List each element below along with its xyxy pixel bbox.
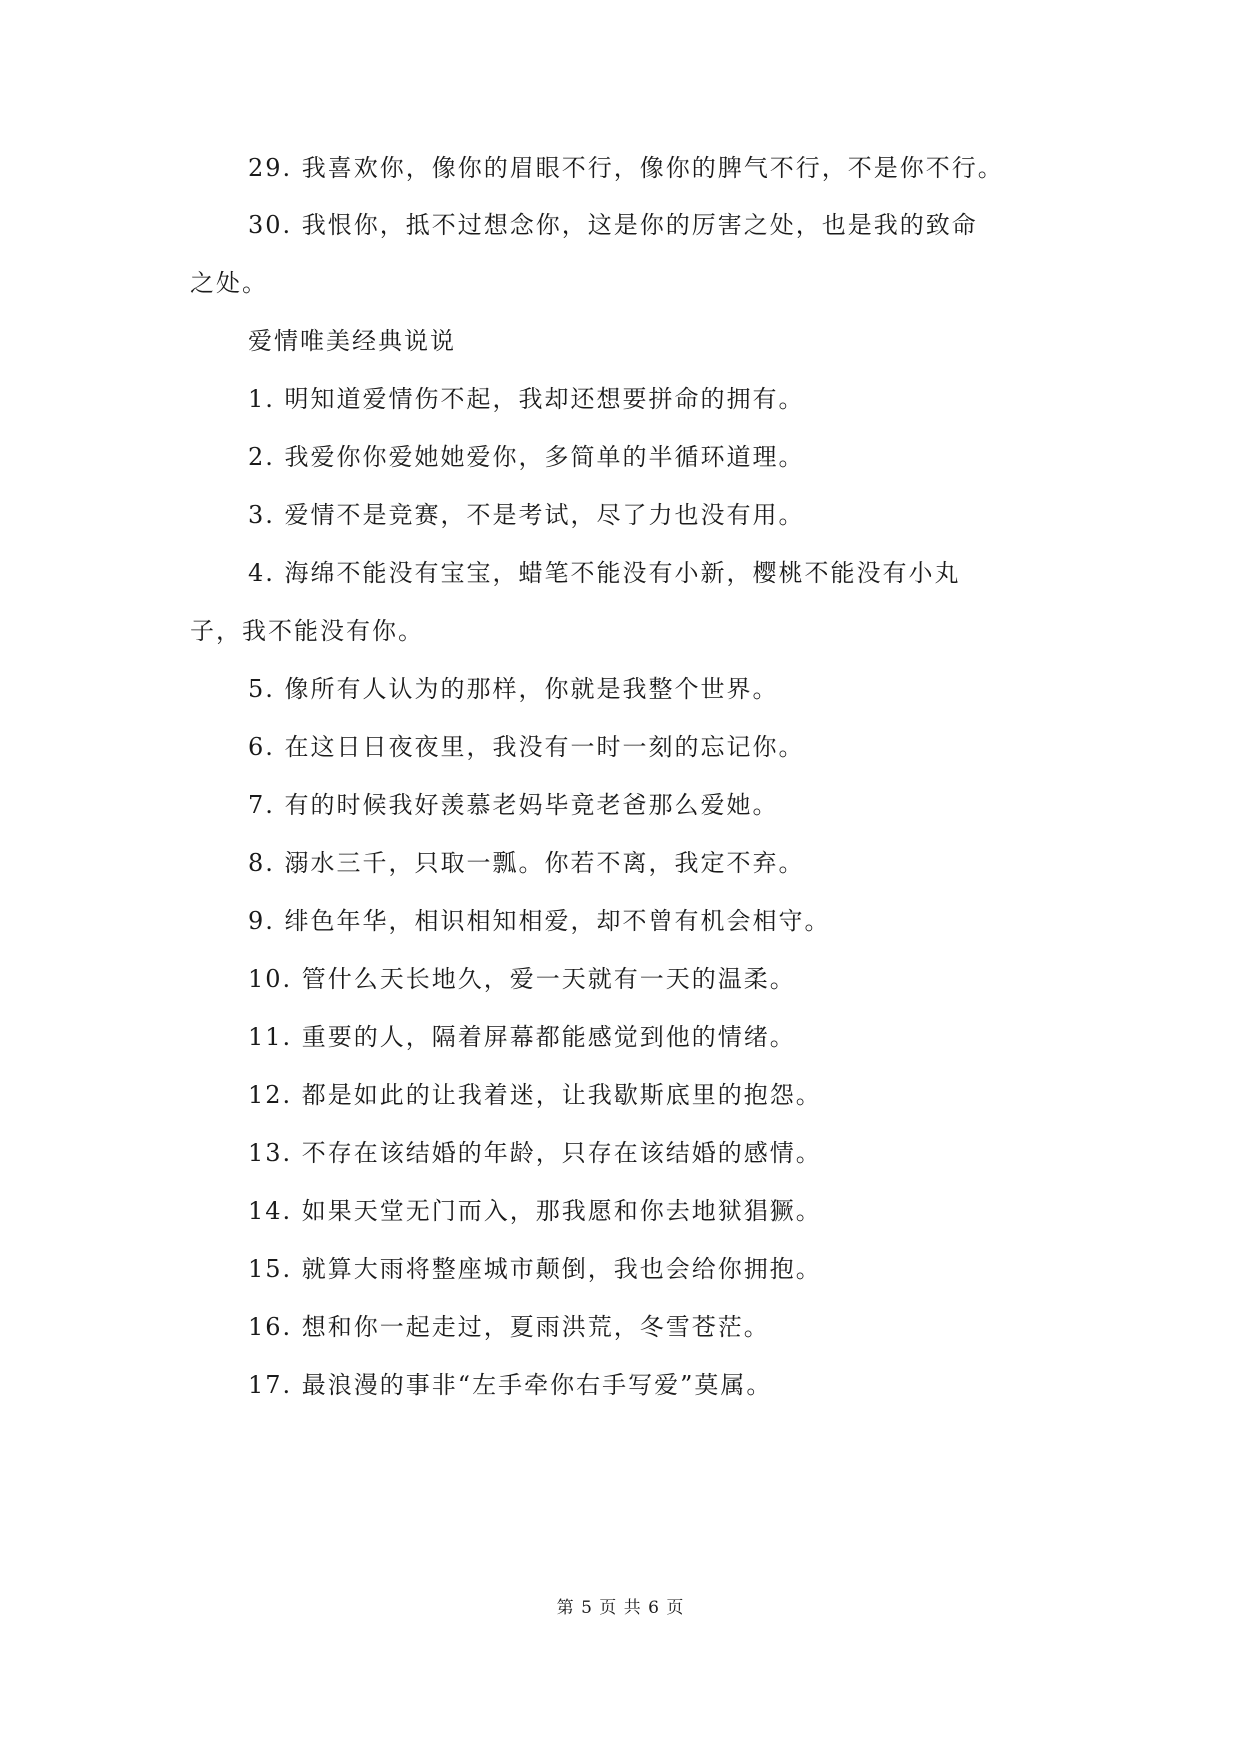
paragraph-line: 9. 绯色年华，相识相知相爱，却不曾有机会相守。 bbox=[248, 907, 831, 935]
paragraph-line: 14. 如果天堂无门而入，那我愿和你去地狱猖獗。 bbox=[248, 1197, 822, 1225]
paragraph-line: 子，我不能没有你。 bbox=[190, 617, 424, 645]
paragraph-line: 13. 不存在该结婚的年龄，只存在该结婚的感情。 bbox=[248, 1139, 822, 1167]
paragraph-line: 8. 溺水三千，只取一瓢。你若不离，我定不弃。 bbox=[248, 849, 805, 877]
paragraph-line: 11. 重要的人，隔着屏幕都能感觉到他的情绪。 bbox=[248, 1023, 796, 1051]
paragraph-line: 10. 管什么天长地久，爱一天就有一天的温柔。 bbox=[248, 965, 796, 993]
paragraph-line: 1. 明知道爱情伤不起，我却还想要拼命的拥有。 bbox=[248, 385, 805, 413]
paragraph-line: 30. 我恨你，抵不过想念你，这是你的厉害之处，也是我的致命 bbox=[248, 211, 978, 239]
paragraph-line: 之处。 bbox=[190, 269, 268, 297]
paragraph-line: 4. 海绵不能没有宝宝，蜡笔不能没有小新，樱桃不能没有小丸 bbox=[248, 559, 961, 587]
paragraph-line: 5. 像所有人认为的那样，你就是我整个世界。 bbox=[248, 675, 779, 703]
paragraph-line: 6. 在这日日夜夜里，我没有一时一刻的忘记你。 bbox=[248, 733, 805, 761]
paragraph-line: 29. 我喜欢你，像你的眉眼不行，像你的脾气不行，不是你不行。 bbox=[248, 154, 1004, 182]
section-heading: 爱情唯美经典说说 bbox=[248, 327, 456, 355]
paragraph-line: 12. 都是如此的让我着迷，让我歇斯底里的抱怨。 bbox=[248, 1081, 822, 1109]
paragraph-line: 7. 有的时候我好羡慕老妈毕竟老爸那么爱她。 bbox=[248, 791, 779, 819]
paragraph-line: 3. 爱情不是竞赛，不是考试，尽了力也没有用。 bbox=[248, 501, 805, 529]
paragraph-line: 15. 就算大雨将整座城市颠倒，我也会给你拥抱。 bbox=[248, 1255, 822, 1283]
paragraph-line: 2. 我爱你你爱她她爱你，多简单的半循环道理。 bbox=[248, 443, 805, 471]
paragraph-line: 16. 想和你一起走过，夏雨洪荒，冬雪苍茫。 bbox=[248, 1313, 770, 1341]
page-footer: 第 5 页 共 6 页 bbox=[556, 1598, 685, 1618]
paragraph-line: 17. 最浪漫的事非“左手牵你右手写爱”莫属。 bbox=[248, 1371, 773, 1399]
